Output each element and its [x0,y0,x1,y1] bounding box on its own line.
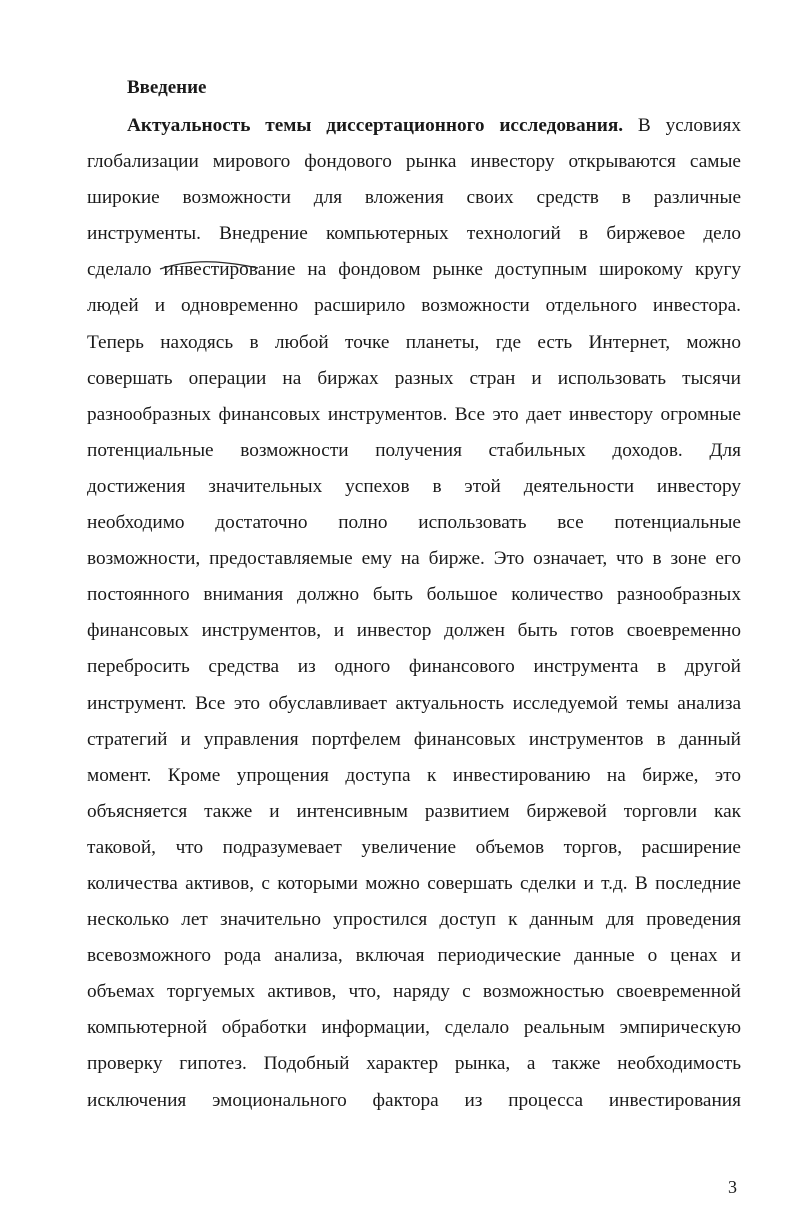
text-line: сделало инвестирование на фондовом рынке доступным широкому кругу [87,259,741,281]
text-line: количества активов, с которыми можно совершать сделки и т.д. В последние [87,872,741,894]
text-line: проверку гипотез. Подобный характер рынка, а также необходимость [87,1053,741,1075]
text-line: объясняется также и интенсивным развитием биржевой торговли как [87,800,741,822]
lead-phrase: Актуальность темы диссертационного исследования. [127,115,624,136]
text-line: глобализации мирового фондового рынка инвестору открываются самые [87,151,741,173]
text-line: компьютерной обработки информации, сделало реальным эмпирическую [87,1017,741,1039]
section-heading: Введение [127,77,207,98]
text-line: инструменты. Внедрение компьютерных технологий в биржевое дело [87,223,741,245]
text-line: необходимо достаточно полно использовать все потенциальные [87,512,741,534]
text-line: возможности, предоставляемые ему на бирже. Это означает, что в зоне его [87,548,741,570]
pen-stroke-mark [158,259,260,273]
text-line: постоянного внимания должно быть большое количество разнообразных [87,584,741,606]
text-line: достижения значительных успехов в этой деятельности инвестору [87,475,741,497]
text-line: Теперь находясь в любой точке планеты, где есть Интернет, можно [87,331,741,353]
text-line: стратегий и управления портфелем финансовых инструментов в данный [87,728,741,750]
text-line: всевозможного рода анализа, включая периодические данные о ценах и [87,945,741,967]
text-line: совершать операции на биржах разных стран и использовать тысячи [87,367,741,389]
text-line: финансовых инструментов, и инвестор должен быть готов своевременно [87,620,741,642]
paragraph-first-line [87,108,741,144]
text-line: широкие возможности для вложения своих средств в различные [87,187,741,209]
text-line: момент. Кроме упрощения доступа к инвестированию на бирже, это [87,764,741,786]
text-line: разнообразных финансовых инструментов. Все это дает инвестору огромные [87,403,741,425]
text-line: исключения эмоционального фактора из процесса инвестирования [87,1089,741,1111]
text-line: таковой, что подразумевает увеличение объемов торгов, расширение [87,836,741,858]
page-number: 3 [728,1177,737,1197]
text-line: несколько лет значительно упростился доступ к данным для проведения [87,909,741,931]
first-line-rest: В условиях [623,115,741,136]
text-line: потенциальные возможности получения стабильных доходов. Для [87,439,741,461]
text-line: перебросить средства из одного финансового инструмента в другой [87,656,741,678]
text-line: инструмент. Все это обуславливает актуальность исследуемой темы анализа [87,692,741,714]
text-line: людей и одновременно расширило возможности отдельного инвестора. [87,295,741,317]
text-line: объемах торгуемых активов, что, наряду с возможностью своевременной [87,981,741,1003]
